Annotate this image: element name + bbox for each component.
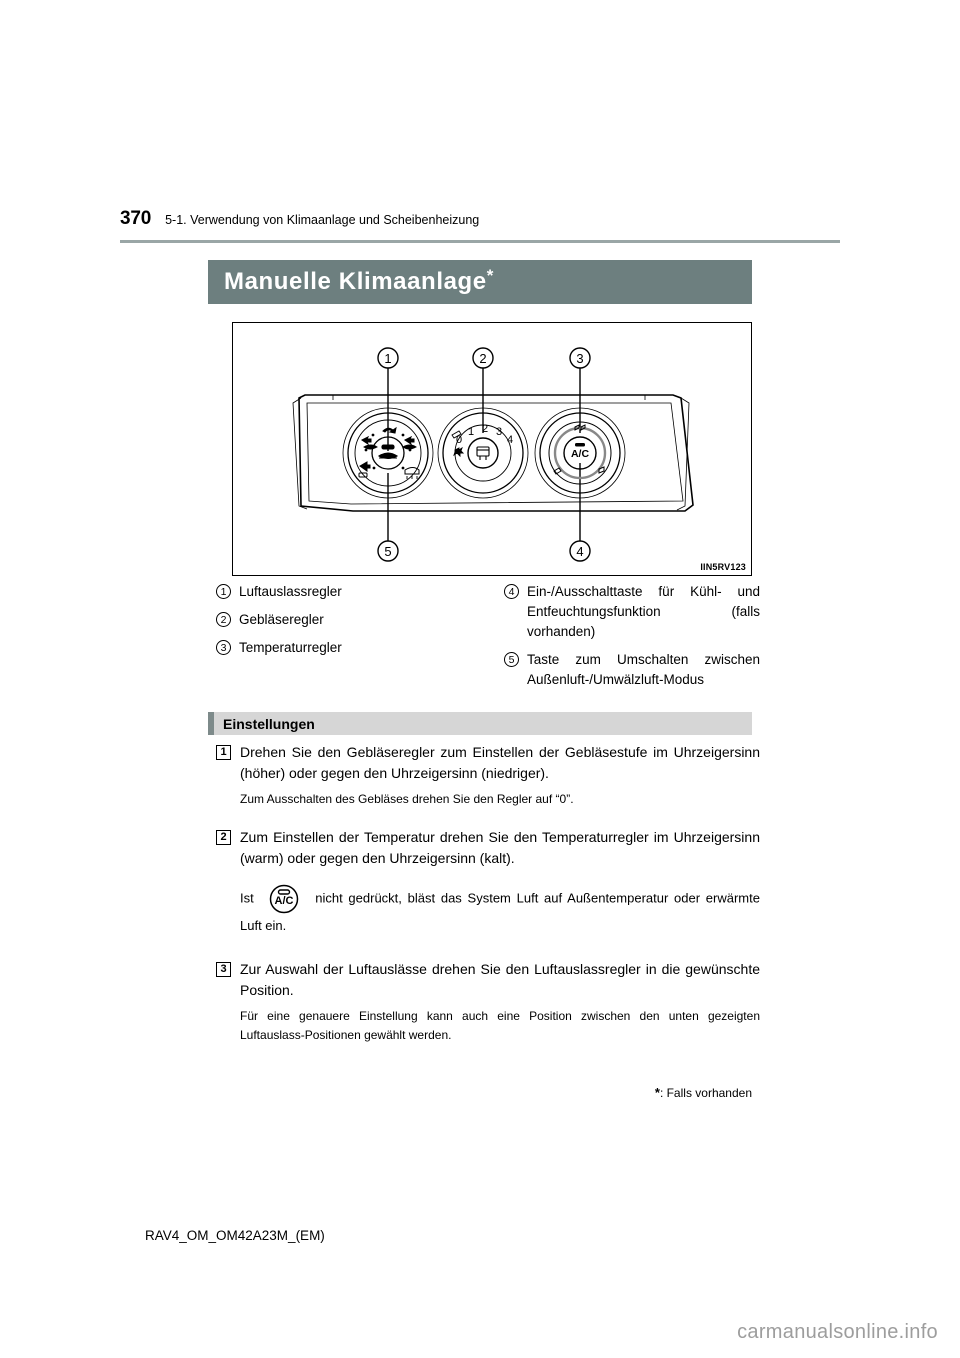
climate-panel-illustration bbox=[233, 323, 751, 575]
ac-button-icon bbox=[265, 882, 303, 914]
svg-text:4: 4 bbox=[506, 434, 514, 446]
settings-section-bar bbox=[208, 712, 752, 735]
callout-1: 1 bbox=[384, 351, 392, 366]
step-subtext-1: Zum Ausschalten des Gebläses drehen Sie den Regler auf “0”. bbox=[240, 792, 574, 806]
header-divider bbox=[120, 240, 840, 243]
page-title-bar bbox=[208, 260, 752, 304]
step-number-2: 2 bbox=[216, 830, 231, 845]
legend-column-left bbox=[216, 582, 488, 698]
svg-text:A/C: A/C bbox=[275, 895, 294, 907]
legend-item bbox=[216, 638, 488, 658]
legend-marker-3: 3 bbox=[216, 640, 231, 655]
site-watermark: carmanualsonline.info bbox=[737, 1321, 938, 1343]
legend-item bbox=[504, 650, 760, 690]
step-text-2: Zum Einstellen der Temperatur drehen Sie den Temperaturregler im Uhrzeigersinn (warm) oder gegen den Uhrzeigersinn (kalt). bbox=[240, 829, 760, 866]
step-2 bbox=[216, 827, 760, 937]
legend-item bbox=[216, 610, 488, 630]
legend-marker-5: 5 bbox=[504, 652, 519, 667]
figure-code: IIN5RV123 bbox=[700, 562, 746, 572]
step-text-1: Drehen Sie den Gebläseregler zum Einstellen der Gebläsestufe im Uhrzeigersinn (höher) oder gegen den Uhrzeigersinn (niedriger). bbox=[240, 744, 760, 781]
settings-section-heading: Einstellungen bbox=[223, 715, 315, 732]
step-3 bbox=[216, 959, 760, 1045]
title-asterisk: * bbox=[486, 265, 494, 285]
callout-4: 4 bbox=[576, 544, 584, 559]
svg-text:3: 3 bbox=[495, 426, 503, 438]
ac-note-suffix: nicht gedrückt, bläst das System Luft auf Außentemperatur oder erwärmte Luft ein. bbox=[240, 890, 760, 933]
legend-marker-4: 4 bbox=[504, 584, 519, 599]
legend-label-2: Gebläseregler bbox=[239, 612, 324, 627]
footnote-text: : Falls vorhanden bbox=[659, 1086, 752, 1100]
document-footer: RAV4_OM_OM42A23M_(EM) bbox=[145, 1228, 325, 1243]
legend-marker-2: 2 bbox=[216, 612, 231, 627]
callout-3: 3 bbox=[576, 351, 584, 366]
step-subtext-3: Für eine genauere Einstellung kann auch eine Position zwischen den unten gezeigten Luftauslass-Positionen gewählt werden. bbox=[240, 1009, 760, 1042]
legend-item bbox=[216, 582, 488, 602]
ac-note bbox=[240, 883, 760, 937]
step-1 bbox=[216, 742, 760, 809]
footnote-asterisk: * bbox=[654, 1085, 660, 1100]
svg-text:1: 1 bbox=[467, 426, 475, 438]
step-number-1: 1 bbox=[216, 745, 231, 760]
step-number-3: 3 bbox=[216, 962, 231, 977]
ac-button-label: A/C bbox=[570, 448, 590, 460]
callout-5: 5 bbox=[384, 544, 392, 559]
svg-text:2: 2 bbox=[481, 423, 489, 435]
settings-steps bbox=[216, 742, 760, 1058]
legend-label-3: Temperaturregler bbox=[239, 640, 342, 655]
legend-label-1: Luftauslassregler bbox=[239, 584, 342, 599]
climate-control-figure bbox=[232, 322, 752, 576]
legend-item bbox=[504, 582, 760, 642]
footnote bbox=[208, 1085, 752, 1100]
ac-note-prefix: Ist bbox=[240, 890, 254, 906]
page-number: 370 bbox=[120, 208, 152, 229]
breadcrumb: 5-1. Verwendung von Klimaanlage und Scheibenheizung bbox=[165, 213, 480, 227]
callout-2: 2 bbox=[479, 351, 487, 366]
page-header bbox=[120, 208, 840, 230]
legend-label-4: Ein-/Ausschalttaste für Kühl- und Entfeuchtungsfunktion (falls vorhanden) bbox=[527, 584, 760, 639]
page-title: Manuelle Klimaanlage bbox=[224, 268, 487, 295]
legend-marker-1: 1 bbox=[216, 584, 231, 599]
legend-label-5: Taste zum Umschalten zwischen Außenluft-/Umwälzluft-Modus bbox=[527, 652, 760, 687]
step-text-3: Zur Auswahl der Luftauslässe drehen Sie den Luftauslassregler in die gewünschte Position. bbox=[240, 961, 760, 998]
figure-legend bbox=[216, 582, 760, 698]
legend-column-right bbox=[488, 582, 760, 698]
svg-text:0: 0 bbox=[455, 434, 463, 446]
